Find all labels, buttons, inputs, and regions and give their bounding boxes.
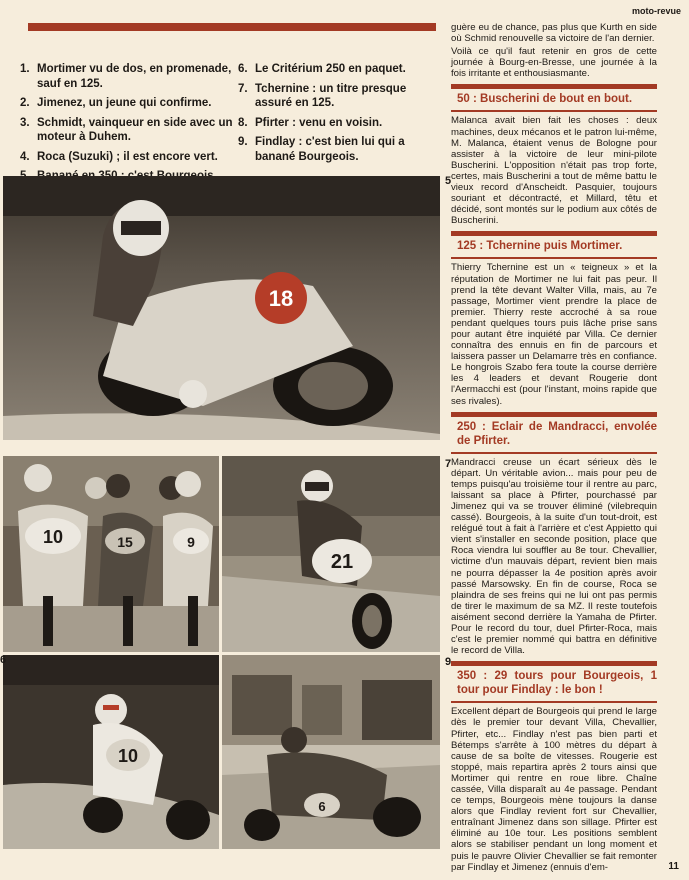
bike-number-rider-7: 21 [330, 551, 354, 573]
photo-criterium-250-group [3, 456, 219, 652]
section-divider [451, 110, 657, 112]
section-body-250cc: Mandracci creuse un écart sérieux dès le départ. Un véritable avion... mais pour peu de temps puisqu'au troisième tour il rentre au parc, laissant sa place à Pfirter, pourchassé par Jimenez qui va se trouver éliminé (vilebrequin cassé). Bourgeois, à la suite d'un tout-droit, est relégué tout à fait à l'arrière et c'est Appietto qui vient s'installer en seconde position, place que Roca viendra lui souffler au 8e tour. Chevallier, victime d'un mauvais départ, revient bien mais ne pourra dépasser la 4e position après avoir passé Marsowsky. En fin de course, Roca se plaindra de ses freins qui ne lui ont pas permis de tirer le maximum de sa MZ. Il reste toutefois aisément second derrière la Yamaha de Pfirter. Pour le record du tour, duel Pfirter-Roca, mais c'est le premier nommé qui battra en définitive le record de Villa. [451, 456, 657, 657]
article-column [451, 22, 657, 875]
caption-item: 4. Roca (Suzuki) ; il est encore vert. [20, 150, 218, 163]
section-body-50cc: Malanca avait bien fait les choses : deux machines, deux mécanos et le patron lui-même, M. Malanca, étaient venus de Bologne pour assister à la victoire de leur mini-pilote Buscherini. L'opposition n'était pas trop forte, certes, mais Buscherini a tout de même battu le vieux record d'Anscheidt. Pasquier, toujours souriant et décontracté, et Millard, têtu et décidé, sont montés sur le podium aux côtés de Buscherini. [451, 115, 657, 227]
magazine-brand: moto-revue [631, 6, 681, 16]
section-title-250cc: 250 : Eclair de Mandracci, envolée de Pfirter. [457, 420, 657, 447]
bike-number-group-b: 15 [117, 534, 133, 550]
section-title-350cc: 350 : 29 tours pour Bourgeois, 1 tour pour Findlay : le bon ! [457, 670, 657, 697]
section-body-125cc: Thierry Tchernine est un « teigneux » et la réputation de Mortimer ne lui fait pas peur. Il prend la tête devant Walter Villa, mais, au 7e passage, Mortimer vient prendre la place de premier. Thierry reste accroché à sa roue pendant quelques tours puis lâche prise sans pour autant être inquiété par Villa. Ce dernier connaîtra des ennuis en fin de parcours et laissera passer un Delamarre très en confiance. Le hongrois Szabo fera toute la course derrière les 4 leaders et devant Rougerie dont l'Aermacchi est (pour l'instant, moins rapide que ses rivales). [451, 262, 657, 407]
article-intro-paragraph: Voilà ce qu'il faut retenir en gros de cette journée à Bourg-en-Bresse, une journée à la fois irritante et enthousiasmante. [451, 46, 657, 80]
bike-number-group-a: 10 [42, 527, 64, 547]
photo-label-7: 7 [445, 458, 452, 470]
photo-tchernine-21 [222, 456, 440, 652]
bike-number-group-c: 9 [187, 534, 195, 550]
photo-findlay-6 [222, 655, 440, 849]
section-title-125cc: 125 : Tchernine puis Mortimer. [457, 240, 623, 253]
section-divider [451, 257, 657, 259]
photo-label-5: 5 [445, 175, 452, 187]
caption-item: 7. Tchernine : un titre presque assuré en 125. [238, 82, 407, 109]
bike-number-rider-9: 6 [318, 799, 326, 814]
captions-right-column [238, 62, 443, 169]
caption-item: 8. Pfirter : venu en voisin. [238, 116, 383, 129]
section-divider [451, 231, 657, 236]
photo-bourgeois-10 [3, 655, 219, 849]
photo-label-9: 9 [445, 656, 452, 668]
caption-item: 6. Le Critérium 250 en paquet. [238, 63, 406, 75]
article-intro-paragraph: guère eu de chance, pas plus que Kurth en side où Schmid renouvelle sa victoire de l'an dernier. [451, 22, 657, 45]
section-divider [451, 412, 657, 417]
section-divider [451, 701, 657, 703]
section-title-50cc: 50 : Buscherini de bout en bout. [457, 93, 633, 106]
section-body-350cc: Excellent départ de Bourgeois qui prend le large dès le premier tour devant Villa, Chevallier, Pfirter, etc... Findlay n'est pas bien parti et Bétemps s'arrête à 100 mètres du départ à cause de sa boîte de vitesses. Rougerie est stoppé, mais repartira après 2 tours ainsi que Mortimer qui rentre en roue libre. Chaîne cassée, Villa disparaît au 4e passage. Pendant ce temps, Bourgeois mène toujours la danse alors que Findlay revient fort sur Chevallier, entraînant Jimenez dans son sillage. Pfirter est éliminé au 10e tour. Les positions semblent alors se stabiliser pendant un long moment et puis le pauvre Olivier Chevallier se fait remonter par Findlay et Jimenez (ennuis d'em- [451, 706, 657, 873]
caption-item: 9. Findlay : c'est bien lui qui a banané Bourgeois. [238, 136, 405, 163]
bike-number-main: 18 [268, 286, 294, 311]
top-accent-bar [28, 23, 436, 31]
section-divider [451, 84, 657, 89]
section-divider [451, 452, 657, 454]
bike-number-rider-5: 10 [117, 746, 139, 766]
caption-item: 2. Jimenez, un jeune qui confirme. [20, 97, 212, 109]
page-number: 11 [668, 861, 679, 872]
photo-mortimer-18 [3, 176, 440, 440]
photo-label-6: 6 [0, 654, 7, 666]
caption-item: 1. Mortimer vu de dos, en promenade, sauf en 125. [20, 63, 232, 90]
section-divider [451, 661, 657, 666]
captions-left-column [20, 62, 235, 189]
caption-item: 3. Schmidt, vainqueur en side avec un moteur à Duhem. [20, 116, 233, 143]
